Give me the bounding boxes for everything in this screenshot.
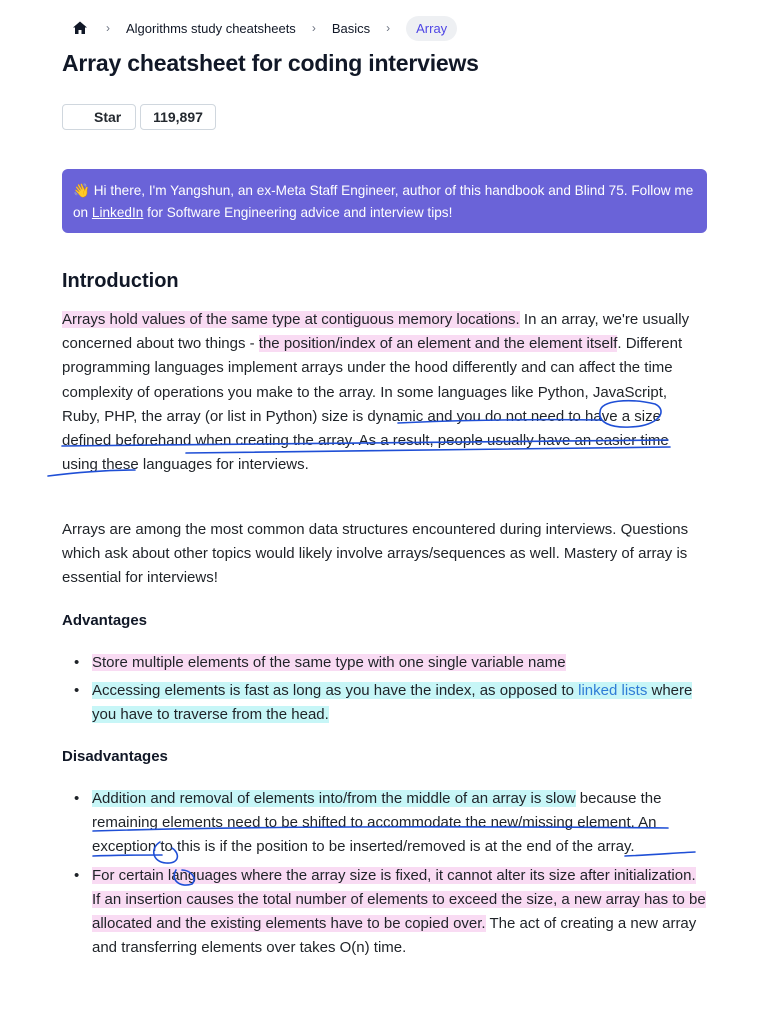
- chevron-right-icon: ›: [311, 21, 316, 35]
- linked-lists-link[interactable]: linked lists: [578, 682, 648, 700]
- list-item: • Addition and removal of elements into/from the middle of an array is slow because the remaining elements need to be shifted to accommodate the new/missing element. An exception to this is if the position to be inserted/removed is at the end of the array.: [74, 790, 662, 856]
- banner-text-2: for Software Engineering advice and interview tips!: [143, 204, 453, 220]
- highlight-contiguous: Arrays hold values of the same type at contiguous memory locations.: [62, 311, 520, 328]
- star-count[interactable]: 119,897: [140, 104, 216, 130]
- linkedin-link[interactable]: LinkedIn: [91, 204, 144, 220]
- author-banner: [62, 169, 707, 233]
- breadcrumb-item-algorithms[interactable]: Algorithms study cheatsheets: [126, 20, 296, 36]
- list-item: • Accessing elements is fast as long as you have the index, as opposed to linked lists where you have to traverse from the head.: [74, 682, 693, 724]
- advantage-2-text-b: where you have to traverse from the head.: [92, 682, 693, 724]
- star-button[interactable]: [62, 104, 136, 130]
- intro-paragraph-2: Arrays are among the most common data structures encountered during interviews. Questions which ask about other topics would likely involve arrays/sequences as well. Mastery of array is essential for interviews!: [62, 521, 689, 587]
- disadvantage-2-highlight: For certain languages where the array size is fixed, it cannot alter its size after initialization. If an insertion causes the total number of elements to exceed the size, a new array has to be allocated and the existing elements have to be copied over.: [92, 866, 706, 933]
- intro-text-1: In an array, we're usually concerned about two things -: [62, 311, 690, 353]
- disadvantage-1-highlight: Addition and removal of elements into/from the middle of an array is slow: [92, 790, 576, 807]
- page-title: Array cheatsheet for coding interviews: [62, 50, 479, 76]
- highlight-position-index: the position/index of an element and the element itself: [258, 335, 618, 353]
- breadcrumb-current: Array: [406, 16, 457, 41]
- advantage-2-text-a: Accessing elements is fast as long as you have the index, as opposed to: [92, 682, 579, 700]
- intro-text-2: . Different programming languages implement arrays under the hood differently and can affect the time complexity of operations you make to the array. In some languages like Python, JavaScript, Ruby, PHP, the array (or list in Python) size is dynamic and you do not need to have a size defined beforehand when creating the array. As a result, people usually have an easier time using these languages for interviews.: [62, 335, 683, 474]
- advantages-list: [62, 651, 708, 728]
- disadvantages-list: [62, 787, 708, 960]
- advantage-1-text: Store multiple elements of the same type with one single variable name: [92, 654, 566, 671]
- list-item: • For certain languages where the array size is fixed, it cannot alter its size after initialization. If an insertion causes the total number of elements to exceed the size, a new array has to be allocated and the existing elements have to be copied over. The act of creating a new array and transferring elements over takes O(n) time.: [74, 866, 706, 957]
- chevron-right-icon: ›: [106, 21, 110, 35]
- breadcrumb-item-basics[interactable]: Basics: [331, 20, 371, 36]
- disadvantages-heading: Disadvantages: [62, 748, 168, 765]
- star-button-label: Star: [94, 109, 122, 125]
- intro-paragraph-1: [62, 308, 708, 477]
- introduction-heading: Introduction: [62, 270, 179, 292]
- banner-text-1: Hi there, I'm Yangshun, an ex-Meta Staff Engineer, author of this handbook and Blind 75. Follow me on: [73, 183, 694, 220]
- chevron-right-icon: ›: [386, 21, 391, 35]
- wave-emoji: 👋: [73, 183, 90, 198]
- disadvantage-1-text: because the remaining elements need to be shifted to accommodate the new/missing element. An exception to this is if the position to be inserted/removed is at the end of the array.: [92, 790, 662, 856]
- home-icon[interactable]: [70, 18, 90, 38]
- github-star-widget: [62, 104, 216, 130]
- breadcrumb: [62, 14, 457, 42]
- list-item: • Store multiple elements of the same type with one single variable name: [74, 654, 566, 671]
- advantages-heading: Advantages: [62, 612, 148, 629]
- disadvantage-2-text: The act of creating a new array and transferring elements over takes O(n) time.: [92, 915, 697, 957]
